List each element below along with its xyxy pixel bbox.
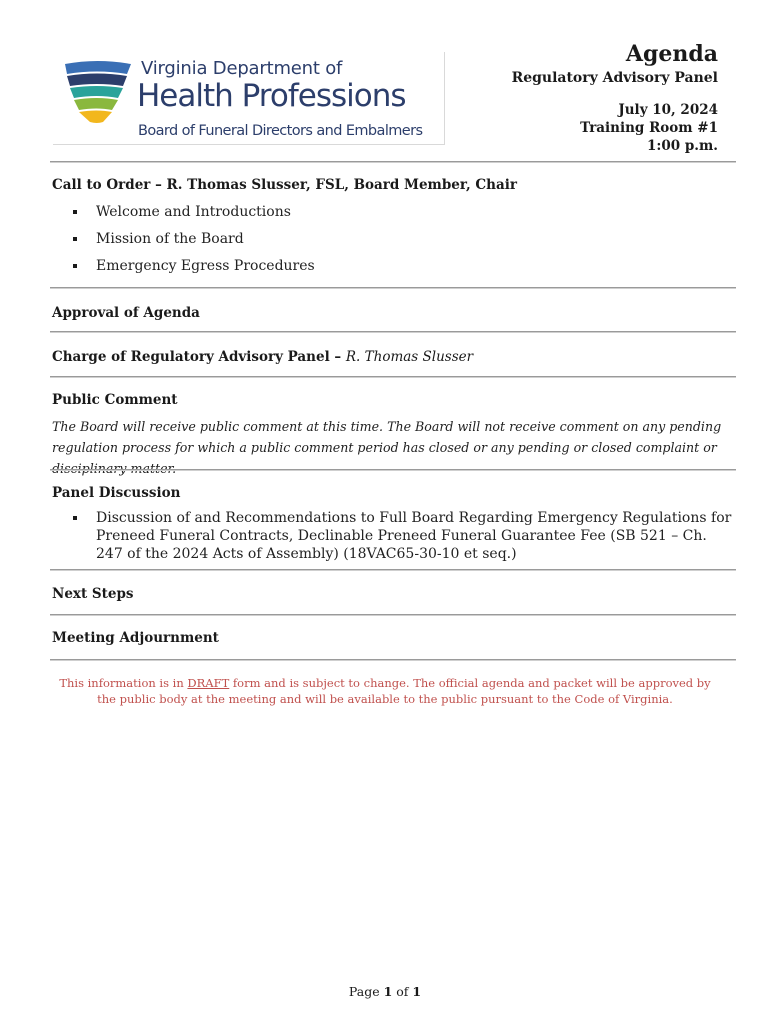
adjournment-heading: Meeting Adjournment	[52, 630, 219, 646]
agenda-title: Agenda	[625, 41, 718, 67]
divider	[50, 287, 736, 289]
divider	[50, 331, 736, 333]
vdhp-logo	[53, 52, 445, 145]
divider	[50, 659, 736, 661]
charge-heading-text: Charge of Regulatory Advisory Panel –	[52, 349, 346, 365]
meeting-room: Training Room #1	[580, 120, 718, 136]
page-total: 1	[412, 984, 422, 999]
divider	[50, 469, 736, 471]
divider	[50, 614, 736, 616]
list-item: Discussion of and Recommendations to Full Board Regarding Emergency Regulations for Preneed Funeral Contracts, Declinable Preneed Funeral Guarantee Fee (SB 521 – Ch. 247 of the 2024 Acts of Assembly) (18VAC65-30-10 et seq.)	[70, 509, 736, 563]
draft-word: DRAFT	[187, 676, 230, 690]
draft-notice-suffix: form and is subject to change. The official agenda and packet will be approved by the public body at the meeting and will be available to the public pursuant to the Code of Virginia.	[97, 676, 711, 706]
meeting-time: 1:00 p.m.	[647, 138, 718, 154]
list-item: Welcome and Introductions	[70, 203, 736, 221]
call-to-order-heading: Call to Order – R. Thomas Slusser, FSL, Board Member, Chair	[52, 177, 517, 193]
logo-line-1: Virginia Department of	[141, 58, 343, 79]
panel-discussion-heading: Panel Discussion	[52, 485, 181, 501]
call-to-order-list	[70, 203, 736, 284]
meeting-date: July 10, 2024	[618, 102, 718, 118]
public-comment-heading: Public Comment	[52, 392, 178, 408]
next-steps-heading: Next Steps	[52, 586, 134, 602]
logo-line-3: Board of Funeral Directors and Embalmers	[138, 123, 423, 139]
panel-name: Regulatory Advisory Panel	[511, 70, 718, 86]
divider	[50, 569, 736, 571]
page-current: 1	[383, 984, 393, 999]
page-footer	[0, 984, 770, 999]
draft-notice	[52, 675, 718, 707]
draft-notice-prefix: This information is in	[59, 676, 188, 690]
page-label: Page	[348, 984, 384, 999]
list-item: Mission of the Board	[70, 230, 736, 248]
charge-heading	[52, 349, 473, 365]
charge-presenter: R. Thomas Slusser	[345, 349, 474, 365]
list-item: Emergency Egress Procedures	[70, 257, 736, 275]
public-comment-text: The Board will receive public comment at this time. The Board will not receive comment on any pending regulation process for which a public comment period has closed or any pending or closed complaint or disciplinary matter.	[52, 419, 722, 476]
panel-discussion-list	[70, 509, 736, 563]
divider	[50, 376, 736, 378]
vdhp-emblem-icon	[57, 56, 135, 128]
page-of-label: of	[392, 984, 413, 999]
agenda-header	[512, 40, 718, 155]
logo-line-2: Health Professions	[137, 78, 406, 114]
meeting-meta	[512, 101, 718, 155]
divider	[50, 161, 736, 163]
approval-heading: Approval of Agenda	[52, 305, 200, 321]
